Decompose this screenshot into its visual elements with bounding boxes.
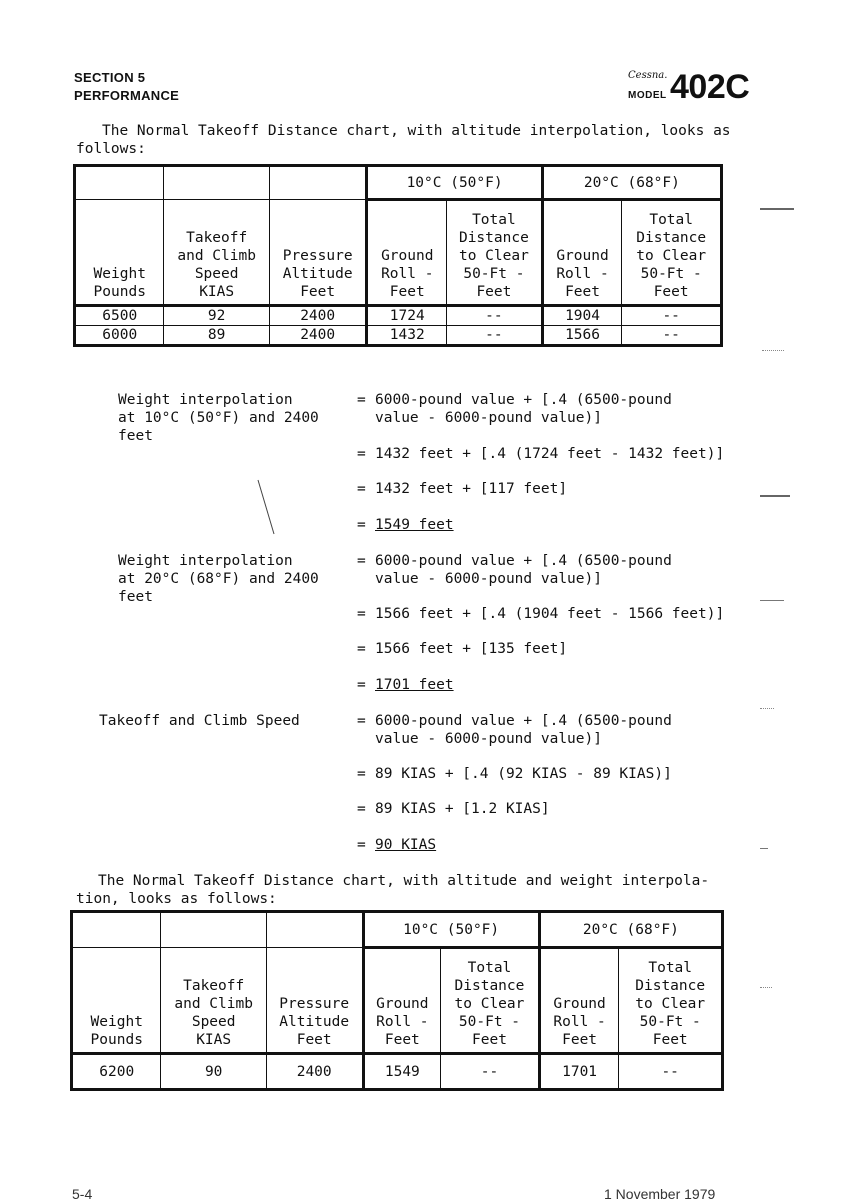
ground-roll-header: Ground Roll - Feet xyxy=(539,948,619,1054)
calc-label: Weight interpolation at 20°C (68°F) and 2400 feet xyxy=(118,553,319,605)
total-distance-cell: -- xyxy=(447,306,543,326)
intro-line: tion, looks as follows: xyxy=(76,891,277,907)
intro-line: The Normal Takeoff Distance chart, with altitude and weight interpola- xyxy=(98,873,710,889)
weight-cell: 6200 xyxy=(72,1054,161,1090)
speed-cell: 92 xyxy=(164,306,269,326)
takeoff-table-interpolated xyxy=(70,910,724,1091)
table-row xyxy=(75,326,722,346)
total-distance-cell: -- xyxy=(619,1054,723,1090)
model-logo xyxy=(624,68,754,108)
altitude-header: Pressure Altitude Feet xyxy=(269,200,367,306)
total-distance-header: Total Distance to Clear 50-Ft - Feet xyxy=(447,200,543,306)
ground-roll-cell: 1701 xyxy=(539,1054,619,1090)
margin-mark xyxy=(760,495,790,497)
total-distance-header: Total Distance to Clear 50-Ft - Feet xyxy=(619,948,723,1054)
total-distance-header: Total Distance to Clear 50-Ft - Feet xyxy=(622,200,722,306)
page-number: 5-4 xyxy=(72,1186,93,1202)
margin-mark xyxy=(760,600,784,601)
temp-header-20c: 20°C (68°F) xyxy=(542,166,721,200)
weight-header: Weight Pounds xyxy=(72,948,161,1054)
altitude-header: Pressure Altitude Feet xyxy=(266,948,363,1054)
temp-header-10c: 10°C (50°F) xyxy=(363,912,539,948)
pen-stroke-mark xyxy=(250,478,280,538)
temp-header-20c: 20°C (68°F) xyxy=(539,912,722,948)
ground-roll-header: Ground Roll - Feet xyxy=(367,200,447,306)
section-header xyxy=(74,69,179,105)
altitude-cell: 2400 xyxy=(266,1054,363,1090)
total-distance-header: Total Distance to Clear 50-Ft - Feet xyxy=(441,948,540,1054)
speed-cell: 89 xyxy=(164,326,269,346)
altitude-cell: 2400 xyxy=(269,326,367,346)
total-distance-cell: -- xyxy=(441,1054,540,1090)
altitude-cell: 2400 xyxy=(269,306,367,326)
intro-line: The Normal Takeoff Distance chart, with altitude interpolation, looks as xyxy=(102,123,731,139)
speed-cell: 90 xyxy=(161,1054,266,1090)
margin-mark xyxy=(760,848,768,849)
model-label: MODEL xyxy=(628,90,667,101)
intro-line: follows: xyxy=(76,141,146,157)
section-title: PERFORMANCE xyxy=(74,88,180,103)
calc-label: Takeoff and Climb Speed xyxy=(99,713,300,729)
intro-paragraph-2 xyxy=(76,872,709,908)
total-distance-cell: -- xyxy=(622,326,722,346)
calc-label: Weight interpolation at 10°C (50°F) and 2400 feet xyxy=(118,392,319,444)
section-number: SECTION 5 xyxy=(74,70,146,85)
takeoff-table-altitude xyxy=(73,164,723,347)
weight-header: Weight Pounds xyxy=(75,200,164,306)
ground-roll-header: Ground Roll - Feet xyxy=(363,948,441,1054)
total-distance-cell: -- xyxy=(447,326,543,346)
ground-roll-cell: 1566 xyxy=(542,326,622,346)
margin-mark xyxy=(760,208,794,210)
margin-mark xyxy=(760,708,774,709)
revision-date: 1 November 1979 xyxy=(604,1186,716,1202)
ground-roll-cell: 1549 xyxy=(363,1054,441,1090)
ground-roll-cell: 1432 xyxy=(367,326,447,346)
weight-cell: 6500 xyxy=(75,306,164,326)
brand-logo: Cessna. xyxy=(628,70,668,81)
table-row xyxy=(75,306,722,326)
weight-cell: 6000 xyxy=(75,326,164,346)
margin-mark xyxy=(760,987,772,988)
margin-mark xyxy=(762,350,784,351)
temp-header-10c: 10°C (50°F) xyxy=(367,166,542,200)
speed-header: Takeoff and Climb Speed KIAS xyxy=(161,948,266,1054)
speed-header: Takeoff and Climb Speed KIAS xyxy=(164,200,269,306)
model-number: 402C xyxy=(670,68,750,106)
table-row xyxy=(72,1054,723,1090)
intro-paragraph-1 xyxy=(76,122,731,158)
ground-roll-header: Ground Roll - Feet xyxy=(542,200,622,306)
total-distance-cell: -- xyxy=(622,306,722,326)
ground-roll-cell: 1904 xyxy=(542,306,622,326)
ground-roll-cell: 1724 xyxy=(367,306,447,326)
